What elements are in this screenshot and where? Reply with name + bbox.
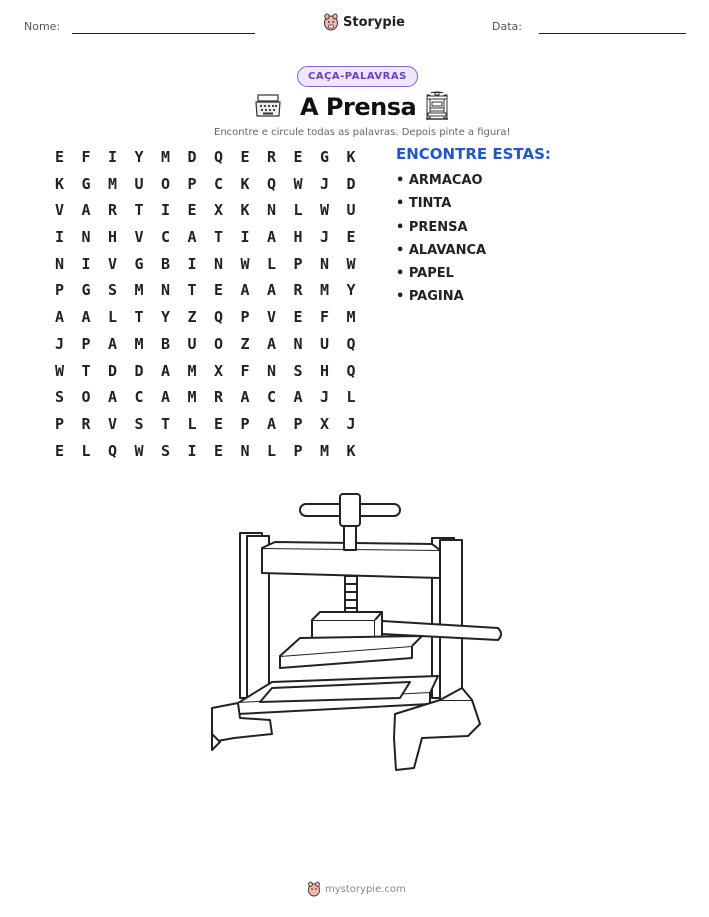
grid-cell[interactable]: S	[108, 281, 118, 300]
grid-cell[interactable]: X	[214, 201, 224, 220]
grid-cell[interactable]: Y	[161, 308, 171, 327]
grid-cell[interactable]: X	[214, 361, 224, 380]
printing-press-small-icon	[424, 91, 450, 121]
grid-cell[interactable]: P	[81, 334, 91, 353]
grid-cell[interactable]: I	[81, 254, 91, 273]
grid-cell[interactable]: M	[320, 441, 330, 460]
grid-cell[interactable]: Y	[134, 148, 144, 166]
grid-cell[interactable]: G	[134, 254, 144, 273]
grid-cell[interactable]: O	[81, 388, 91, 407]
grid-cell[interactable]: J	[320, 228, 330, 247]
grid-cell[interactable]: S	[293, 361, 303, 380]
name-line[interactable]	[72, 33, 255, 34]
grid-cell[interactable]: O	[161, 174, 171, 193]
grid-cell[interactable]: L	[81, 441, 91, 460]
grid-cell[interactable]: Q	[214, 148, 224, 166]
grid-cell[interactable]: P	[293, 414, 303, 433]
grid-cell[interactable]: I	[187, 254, 197, 273]
grid-cell[interactable]: K	[240, 174, 250, 193]
grid-cell[interactable]: K	[55, 174, 65, 193]
grid-cell[interactable]: P	[240, 308, 250, 327]
grid-cell[interactable]: K	[346, 148, 356, 166]
word-list-title: ENCONTRE ESTAS:	[396, 145, 551, 163]
grid-cell[interactable]: A	[81, 308, 91, 327]
grid-cell[interactable]: M	[161, 148, 171, 166]
grid-cell[interactable]: E	[240, 148, 250, 166]
grid-cell[interactable]: A	[81, 201, 91, 220]
grid-cell[interactable]: Y	[346, 281, 356, 300]
grid-cell[interactable]: O	[214, 334, 224, 353]
grid-cell[interactable]: E	[214, 441, 224, 460]
grid-cell[interactable]: U	[134, 174, 144, 193]
grid-cell[interactable]: W	[134, 441, 144, 460]
grid-cell[interactable]: P	[55, 281, 65, 300]
grid-cell[interactable]: A	[267, 414, 277, 433]
grid-cell[interactable]: Q	[267, 174, 277, 193]
grid-cell[interactable]: E	[187, 201, 197, 220]
grid-cell[interactable]: N	[214, 254, 224, 273]
grid-cell[interactable]: C	[134, 388, 144, 407]
grid-cell[interactable]: A	[267, 228, 277, 247]
date-line[interactable]	[539, 33, 686, 34]
grid-cell[interactable]: Q	[346, 361, 356, 380]
grid-cell[interactable]: I	[240, 228, 250, 247]
grid-cell[interactable]: M	[134, 281, 144, 300]
typewriter-icon	[254, 93, 282, 119]
grid-cell[interactable]: R	[81, 414, 91, 433]
grid-cell[interactable]: B	[161, 254, 171, 273]
grid-cell[interactable]: W	[346, 254, 356, 273]
grid-cell[interactable]: U	[187, 334, 197, 353]
grid-cell[interactable]: F	[320, 308, 330, 327]
grid-cell[interactable]: S	[134, 414, 144, 433]
grid-cell[interactable]: J	[320, 174, 330, 193]
grid-cell[interactable]: L	[108, 308, 118, 327]
grid-cell[interactable]: G	[320, 148, 330, 166]
grid-cell[interactable]: T	[134, 308, 144, 327]
grid-cell[interactable]: W	[320, 201, 330, 220]
grid-cell[interactable]: F	[240, 361, 250, 380]
grid-cell[interactable]: M	[320, 281, 330, 300]
grid-cell[interactable]: J	[346, 414, 356, 433]
grid-cell[interactable]: A	[267, 281, 277, 300]
grid-cell[interactable]: P	[187, 174, 197, 193]
page-title: A Prensa	[300, 93, 417, 121]
grid-cell[interactable]: G	[81, 174, 91, 193]
storypie-logo-icon	[323, 13, 339, 31]
grid-cell[interactable]: C	[214, 174, 224, 193]
grid-cell[interactable]: N	[293, 334, 303, 353]
word-list-item: • TINTA	[396, 196, 452, 212]
grid-cell[interactable]: X	[320, 414, 330, 433]
grid-cell[interactable]: E	[55, 148, 65, 166]
grid-cell[interactable]: E	[55, 441, 65, 460]
grid-cell[interactable]: K	[240, 201, 250, 220]
grid-cell[interactable]: I	[108, 148, 118, 166]
word-list-item: • ALAVANCA	[396, 242, 487, 258]
grid-cell[interactable]: K	[346, 441, 356, 460]
word-search-grid[interactable]	[55, 148, 373, 468]
grid-cell[interactable]: T	[81, 361, 91, 380]
grid-cell[interactable]: P	[240, 414, 250, 433]
grid-cell[interactable]: D	[134, 361, 144, 380]
grid-cell[interactable]: M	[187, 388, 197, 407]
grid-cell[interactable]: J	[320, 388, 330, 407]
word-list-item: • PAPEL	[396, 266, 454, 282]
grid-cell[interactable]: W	[240, 254, 250, 273]
grid-cell[interactable]: D	[346, 174, 356, 193]
grid-cell[interactable]: L	[187, 414, 197, 433]
grid-cell[interactable]: A	[267, 334, 277, 353]
grid-cell[interactable]: F	[81, 148, 91, 166]
storypie-logo	[323, 13, 405, 31]
grid-cell[interactable]: L	[267, 254, 277, 273]
grid-cell[interactable]: N	[55, 254, 65, 273]
grid-cell[interactable]: N	[267, 201, 277, 220]
date-label: Data:	[492, 20, 522, 33]
grid-cell[interactable]: V	[108, 254, 118, 273]
grid-cell[interactable]: A	[55, 308, 65, 327]
grid-cell[interactable]: P	[293, 441, 303, 460]
grid-cell[interactable]: Q	[214, 308, 224, 327]
grid-cell[interactable]: R	[214, 388, 224, 407]
grid-cell[interactable]: C	[267, 388, 277, 407]
grid-cell[interactable]: N	[267, 361, 277, 380]
grid-cell[interactable]: U	[346, 201, 356, 220]
grid-cell[interactable]: L	[267, 441, 277, 460]
grid-cell[interactable]: G	[81, 281, 91, 300]
grid-cell[interactable]: A	[293, 388, 303, 407]
grid-cell[interactable]: J	[55, 334, 65, 353]
grid-cell[interactable]: Q	[108, 441, 118, 460]
grid-cell[interactable]: A	[187, 228, 197, 247]
grid-cell[interactable]: I	[161, 201, 171, 220]
word-list-item: • PAGINA	[396, 289, 464, 305]
grid-cell[interactable]: H	[108, 228, 118, 247]
grid-cell[interactable]: V	[108, 414, 118, 433]
grid-cell[interactable]: D	[108, 361, 118, 380]
grid-cell[interactable]: M	[108, 174, 118, 193]
grid-cell[interactable]: I	[55, 228, 65, 247]
grid-cell[interactable]: A	[161, 361, 171, 380]
grid-cell[interactable]: D	[187, 148, 197, 166]
grid-cell[interactable]: T	[134, 201, 144, 220]
grid-cell[interactable]: Q	[346, 334, 356, 353]
grid-cell[interactable]: R	[108, 201, 118, 220]
grid-cell[interactable]: M	[187, 361, 197, 380]
grid-cell[interactable]: T	[187, 281, 197, 300]
word-list-item: • ARMACAO	[396, 173, 483, 188]
footer	[307, 881, 406, 897]
grid-cell[interactable]: Z	[187, 308, 197, 327]
grid-cell[interactable]: B	[161, 334, 171, 353]
name-label: Nome:	[24, 20, 61, 33]
grid-cell[interactable]: Z	[240, 334, 250, 353]
grid-cell[interactable]: H	[293, 228, 303, 247]
grid-cell[interactable]: T	[161, 414, 171, 433]
grid-cell[interactable]: M	[134, 334, 144, 353]
word-list-item: • PRENSA	[396, 219, 468, 235]
grid-cell[interactable]: W	[293, 174, 303, 193]
grid-cell[interactable]: N	[320, 254, 330, 273]
word-list	[396, 145, 551, 313]
grid-cell[interactable]: A	[240, 281, 250, 300]
grid-cell[interactable]: V	[267, 308, 277, 327]
grid-cell[interactable]: M	[346, 308, 356, 327]
grid-cell[interactable]: S	[161, 441, 171, 460]
grid-cell[interactable]: P	[293, 254, 303, 273]
badge-word-search: CAÇA-PALAVRAS	[297, 66, 418, 87]
grid-cell[interactable]: N	[240, 441, 250, 460]
grid-cell[interactable]: A	[240, 388, 250, 407]
grid-cell[interactable]: H	[320, 361, 330, 380]
grid-cell[interactable]: E	[293, 148, 303, 166]
grid-cell[interactable]: E	[214, 281, 224, 300]
grid-cell[interactable]: U	[320, 334, 330, 353]
grid-cell[interactable]: E	[293, 308, 303, 327]
brand-name: Storypie	[343, 14, 405, 30]
grid-cell[interactable]: N	[161, 281, 171, 300]
storypie-logo-icon	[307, 881, 321, 897]
grid-cell[interactable]: A	[108, 334, 118, 353]
footer-url: mystorypie.com	[325, 883, 406, 895]
grid-cell[interactable]: R	[293, 281, 303, 300]
grid-cell[interactable]: E	[346, 228, 356, 247]
grid-cell[interactable]: S	[55, 388, 65, 407]
grid-cell[interactable]: L	[346, 388, 356, 407]
grid-cell[interactable]: R	[267, 148, 277, 166]
grid-cell[interactable]: W	[55, 361, 65, 380]
instructions: Encontre e circule todas as palavras. Depois pinte a figura!	[214, 127, 511, 138]
grid-cell[interactable]: A	[161, 388, 171, 407]
grid-cell[interactable]: A	[108, 388, 118, 407]
grid-cell[interactable]: P	[55, 414, 65, 433]
grid-cell[interactable]: C	[161, 228, 171, 247]
grid-cell[interactable]: E	[214, 414, 224, 433]
grid-cell[interactable]: V	[134, 228, 144, 247]
grid-cell[interactable]: N	[81, 228, 91, 247]
grid-cell[interactable]: T	[214, 228, 224, 247]
grid-cell[interactable]: V	[55, 201, 65, 220]
grid-cell[interactable]: I	[187, 441, 197, 460]
printing-press-illustration[interactable]	[200, 488, 510, 783]
grid-cell[interactable]: L	[293, 201, 303, 220]
